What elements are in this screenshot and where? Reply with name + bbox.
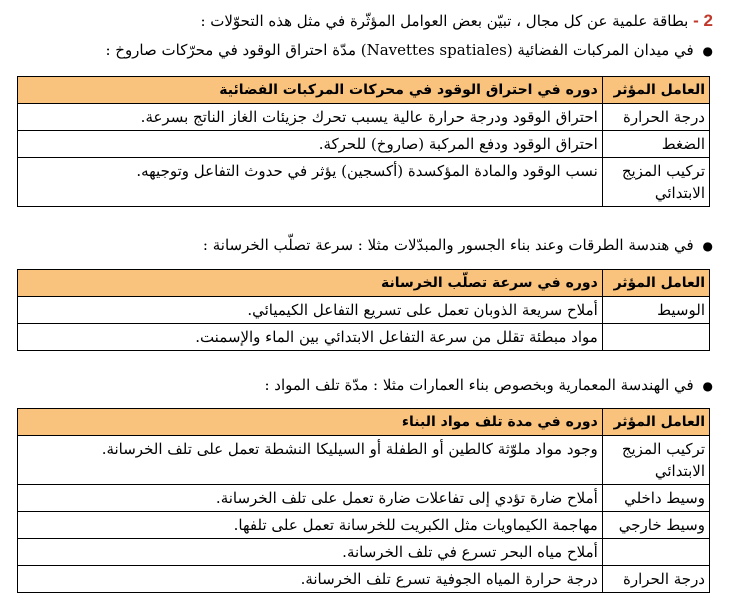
role-cell: أملاح ضارة تؤدي إلى تفاعلات ضارة تعمل على تلف الخرسانة. bbox=[18, 485, 603, 512]
table-header-row bbox=[18, 409, 710, 436]
table-row bbox=[18, 485, 710, 512]
bullet-icon: ● bbox=[702, 379, 713, 393]
factor-cell: درجة الحرارة bbox=[602, 104, 709, 131]
role-cell: أملاح سريعة الذوبان تعمل على تسريع التفاعل الكيميائي. bbox=[18, 297, 603, 324]
factor-cell: الوسيط bbox=[602, 297, 709, 324]
factors-table bbox=[17, 76, 710, 207]
table-row bbox=[18, 297, 710, 324]
bullet-icon: ● bbox=[702, 44, 713, 58]
section-intro-text: في هندسة الطرقات وعند بناء الجسور والمبدّلات مثلا : سرعة تصلّب الخرسانة : bbox=[202, 236, 694, 254]
factor-cell: تركيب المزيج الابتدائي bbox=[602, 436, 709, 485]
table-header-row bbox=[18, 77, 710, 104]
factor-cell: درجة الحرارة bbox=[602, 566, 709, 593]
heading-line bbox=[200, 11, 713, 31]
role-cell: مواد مبطئة تقلل من سرعة التفاعل الابتدائي بين الماء والإسمنت. bbox=[18, 324, 603, 351]
factors-table bbox=[17, 408, 710, 593]
section-intro-text: في الهندسة المعمارية وبخصوص بناء العمارات مثلا : مدّة تلف المواد : bbox=[264, 376, 694, 394]
factors-table bbox=[17, 269, 710, 351]
role-cell: درجة حرارة المياه الجوفية تسرع تلف الخرسانة. bbox=[18, 566, 603, 593]
table-row bbox=[18, 566, 710, 593]
section-intro bbox=[203, 235, 713, 256]
table-row bbox=[18, 131, 710, 158]
column-header-factor: العامل المؤثر bbox=[602, 270, 709, 297]
role-cell: وجود مواد ملوّثة كالطين أو الطفلة أو السيليكا النشطة تعمل على تلف الخرسانة. bbox=[18, 436, 603, 485]
role-cell: مهاجمة الكيماويات مثل الكبريت للخرسانة تعمل على تلفها. bbox=[18, 512, 603, 539]
section-intro-text: في ميدان المركبات الفضائية (Navettes spatiales) مدّة احتراق الوقود في محرّكات صاروخ : bbox=[105, 41, 694, 59]
role-cell: احتراق الوقود ودفع المركبة (صاروخ) للحركة. bbox=[18, 131, 603, 158]
heading-text: بطاقة علمية عن كل مجال ، تبيّن بعض العوامل المؤثّرة في مثل هذه التحوّلات : bbox=[200, 12, 689, 30]
role-cell: احتراق الوقود ودرجة حرارة عالية يسبب تحرك جزيئات الغاز الناتج بسرعة. bbox=[18, 104, 603, 131]
column-header-factor: العامل المؤثر bbox=[602, 77, 709, 104]
section-intro bbox=[264, 375, 713, 396]
section-intro bbox=[105, 40, 713, 61]
bullet-icon: ● bbox=[702, 239, 713, 253]
table-row bbox=[18, 158, 710, 207]
factor-cell: وسيط خارجي bbox=[602, 512, 709, 539]
heading-number: 2 - bbox=[693, 11, 713, 30]
table-row bbox=[18, 324, 710, 351]
factor-cell: وسيط داخلي bbox=[602, 485, 709, 512]
role-cell: نسب الوقود والمادة المؤكسدة (أكسجين) يؤثر في حدوث التفاعل وتوجيهه. bbox=[18, 158, 603, 207]
factor-cell: الضغط bbox=[602, 131, 709, 158]
table-row bbox=[18, 539, 710, 566]
column-header-role: دوره في احتراق الوقود في محركات المركبات الفضائية bbox=[18, 77, 603, 104]
factor-cell: تركيب المزيج الابتدائي bbox=[602, 158, 709, 207]
table-row bbox=[18, 512, 710, 539]
factor-cell bbox=[602, 539, 709, 566]
table-row bbox=[18, 436, 710, 485]
table-row bbox=[18, 104, 710, 131]
factor-cell bbox=[602, 324, 709, 351]
column-header-factor: العامل المؤثر bbox=[602, 409, 709, 436]
table-header-row bbox=[18, 270, 710, 297]
column-header-role: دوره في مدة تلف مواد البناء bbox=[18, 409, 603, 436]
role-cell: أملاح مياه البحر تسرع في تلف الخرسانة. bbox=[18, 539, 603, 566]
column-header-role: دوره في سرعة تصلّب الخرسانة bbox=[18, 270, 603, 297]
